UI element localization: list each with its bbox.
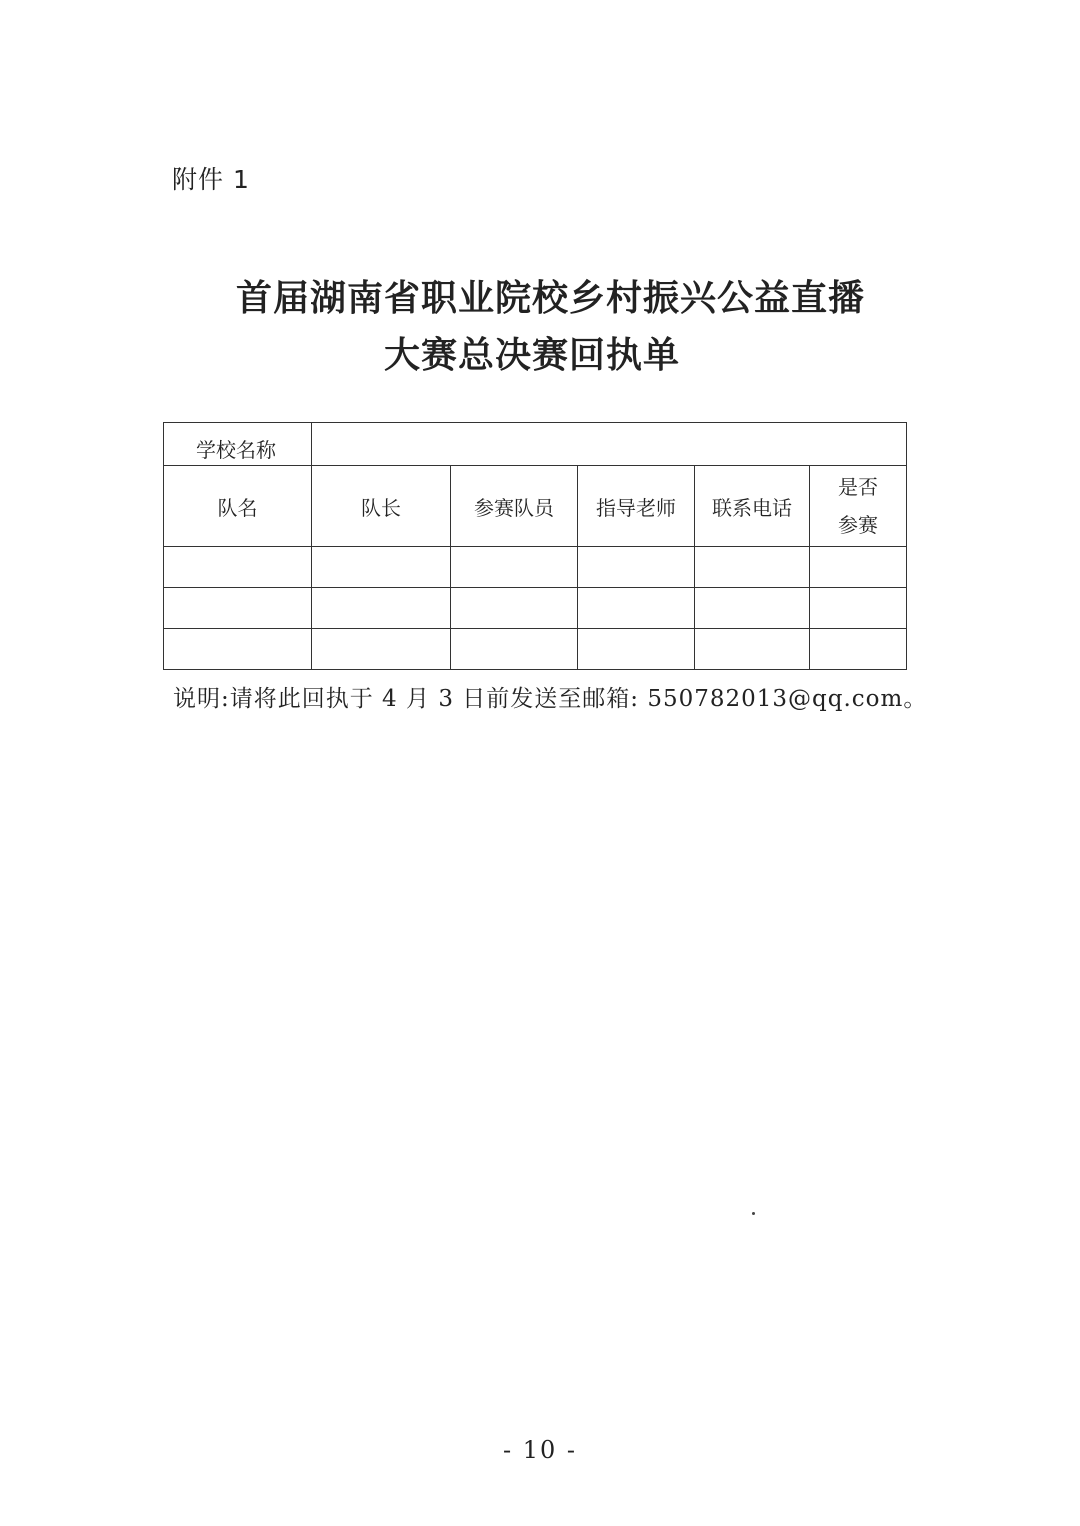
- cell-team-name[interactable]: [164, 588, 312, 629]
- cell-phone[interactable]: [695, 547, 810, 588]
- table-row: [164, 629, 907, 670]
- cell-captain[interactable]: [312, 629, 451, 670]
- cell-participate[interactable]: [810, 547, 907, 588]
- header-phone: 联系电话: [695, 466, 810, 547]
- cell-team-name[interactable]: [164, 629, 312, 670]
- page-number: - 10 -: [502, 1436, 577, 1464]
- registration-form-table: [163, 422, 907, 670]
- header-members: 参赛队员: [451, 466, 578, 547]
- submission-note: 说明:请将此回执于 4 月 3 日前发送至邮箱: 550782013@qq.com。: [173, 686, 928, 712]
- document-title-line-2: 大赛总决赛回执单: [384, 334, 681, 376]
- scan-speck: [752, 1212, 755, 1215]
- cell-captain[interactable]: [312, 588, 451, 629]
- cell-phone[interactable]: [695, 629, 810, 670]
- cell-advisor[interactable]: [578, 629, 695, 670]
- cell-members[interactable]: [451, 588, 578, 629]
- cell-team-name[interactable]: [164, 547, 312, 588]
- school-name-field[interactable]: [312, 423, 907, 466]
- attachment-label: 附件 1: [172, 165, 250, 194]
- cell-participate[interactable]: [810, 629, 907, 670]
- header-participate-line-1: 是否: [838, 475, 879, 499]
- header-team-name: 队名: [164, 466, 312, 547]
- cell-advisor[interactable]: [578, 547, 695, 588]
- table-row-school: [164, 423, 907, 466]
- header-advisor: 指导老师: [578, 466, 695, 547]
- header-participate: [810, 466, 907, 547]
- cell-members[interactable]: [451, 547, 578, 588]
- school-name-label: 学校名称: [164, 423, 312, 466]
- table-header-row: [164, 466, 907, 547]
- cell-captain[interactable]: [312, 547, 451, 588]
- header-captain: 队长: [312, 466, 451, 547]
- cell-members[interactable]: [451, 629, 578, 670]
- cell-advisor[interactable]: [578, 588, 695, 629]
- table-row: [164, 588, 907, 629]
- cell-participate[interactable]: [810, 588, 907, 629]
- document-title-line-1: 首届湖南省职业院校乡村振兴公益直播: [236, 277, 866, 319]
- cell-phone[interactable]: [695, 588, 810, 629]
- table-row: [164, 547, 907, 588]
- header-participate-line-2: 参赛: [838, 513, 879, 537]
